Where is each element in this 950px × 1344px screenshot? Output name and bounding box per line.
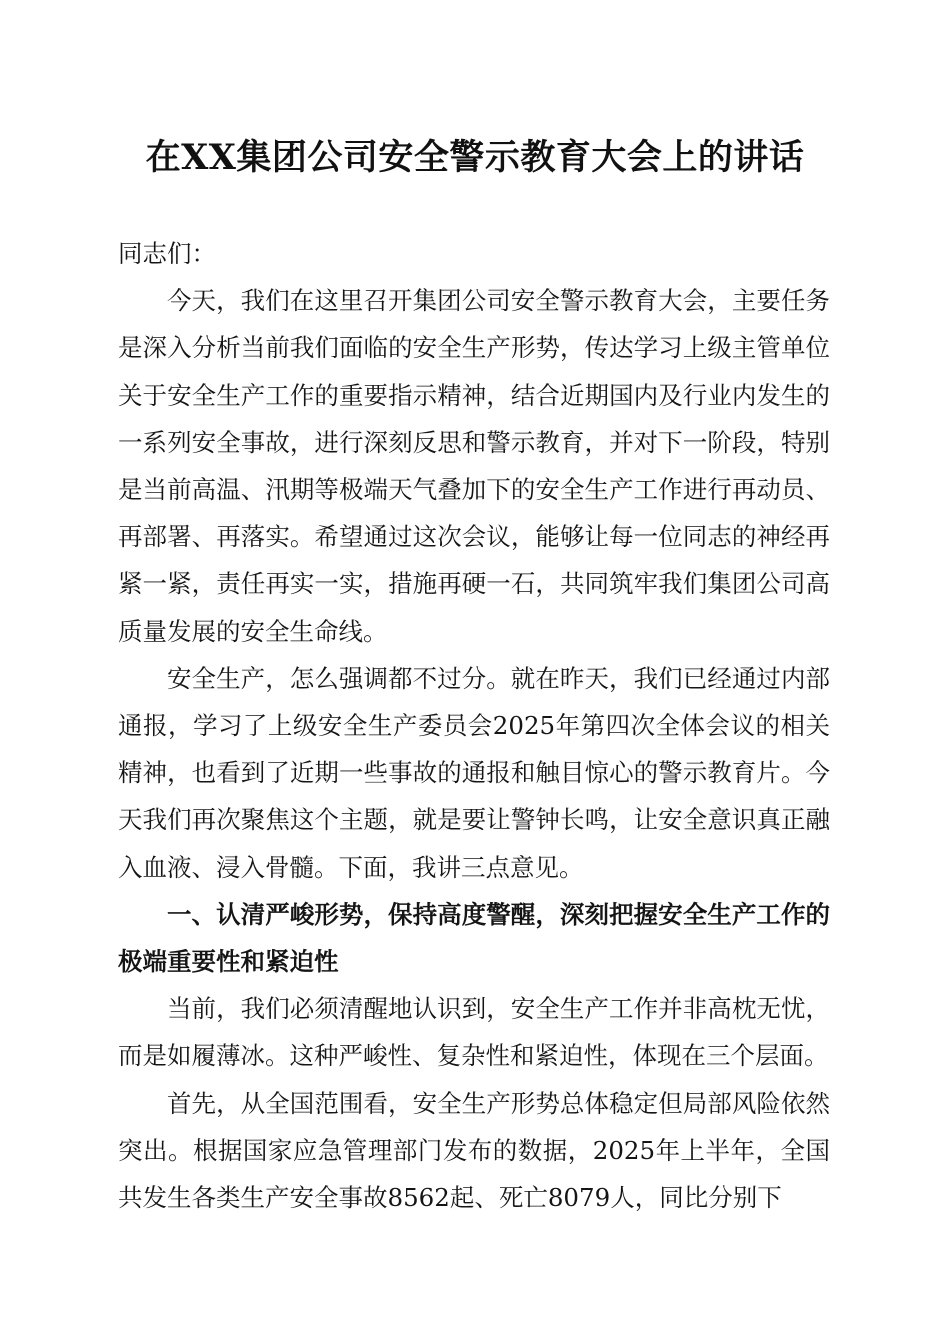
section-heading: 一、认清严峻形势，保持高度警醒，深刻把握安全生产工作的极端重要性和紧迫性 — [118, 899, 830, 977]
paragraph: 今天，我们在这里召开集团公司安全警示教育大会，主要任务是深入分析当前我们面临的安全生产形势，传达学习上级主管单位关于安全生产工作的重要指示精神，结合近期国内及行业内发生的一系列安全事故，进行深刻反思和警示教育，并对下一阶段，特别是当前高温、汛期等极端天气叠加下的安全生产工作进行再动员、再部署、再落实。希望通过这次会议，能够让每一位同志的神经再紧一紧，责任再实一实，措施再硬一石，共同筑牢我们集团公司高质量发展的安全生命线。 — [118, 286, 830, 646]
paragraph: 安全生产，怎么强调都不过分。就在昨天，我们已经通过内部通报，学习了上级安全生产委员会2025年第四次全体会议的相关精神，也看到了近期一些事故的通报和触目惊心的警示教育片。今天我们再次聚焦这个主题，就是要让警钟长鸣，让安全意识真正融入血液、浸入骨髓。下面，我讲三点意见。 — [118, 663, 830, 882]
paragraph: 首先，从全国范围看，安全生产形势总体稳定但局部风险依然突出。根据国家应急管理部门发布的数据，2025年上半年，全国共发生各类生产安全事故8562起、死亡8079人，同比分别下 — [118, 1088, 830, 1213]
document-title: 在XX集团公司安全警示教育大会上的讲话 — [145, 137, 805, 178]
document-body — [118, 230, 830, 1221]
salutation: 同志们： — [118, 239, 216, 268]
paragraph: 当前，我们必须清醒地认识到，安全生产工作并非高枕无忧，而是如履薄冰。这种严峻性、复杂性和紧迫性，体现在三个层面。 — [118, 994, 830, 1071]
